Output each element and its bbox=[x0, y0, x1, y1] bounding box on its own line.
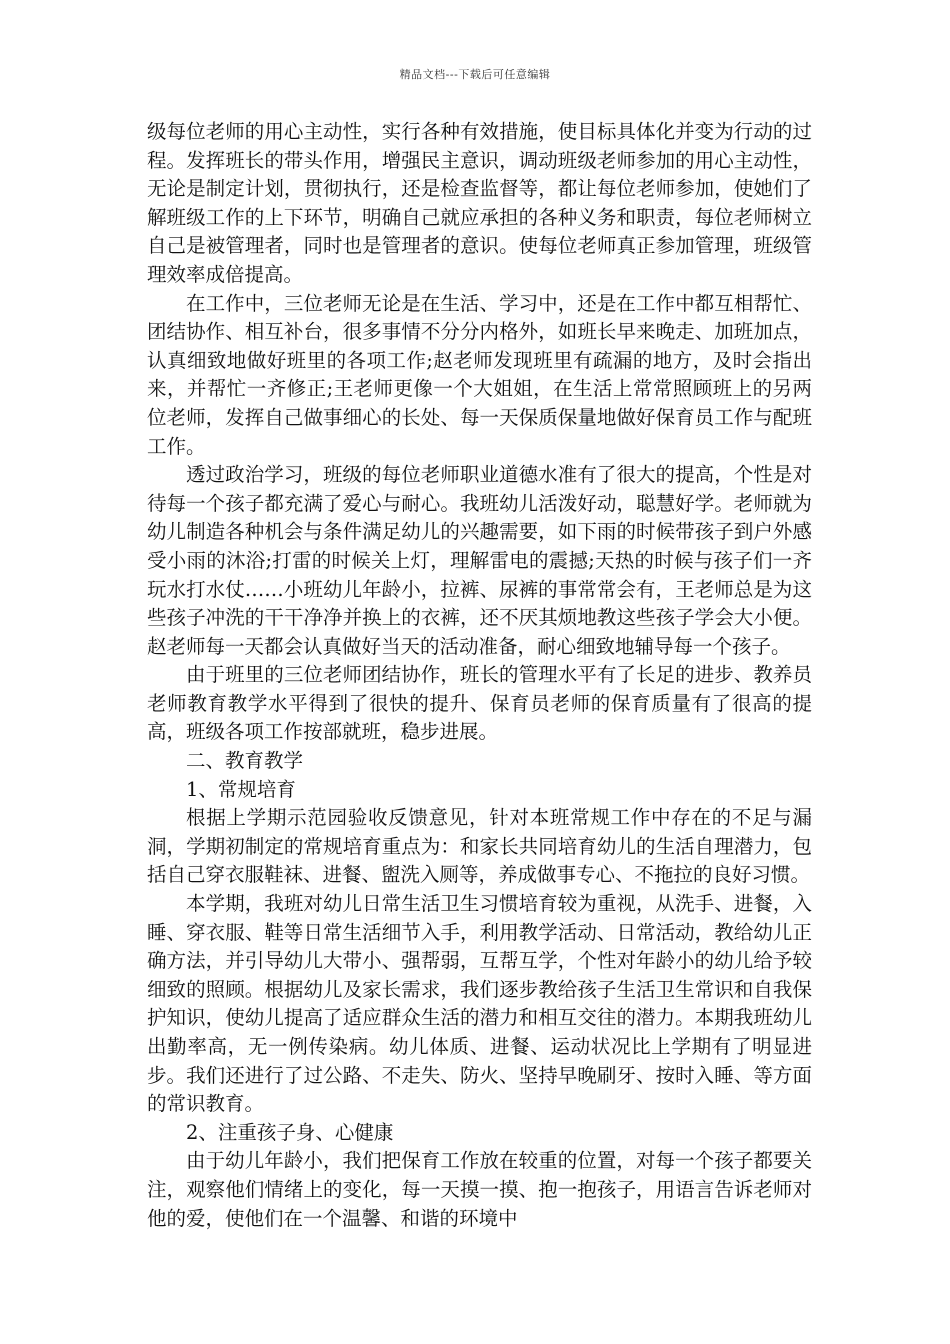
paragraph: 透过政治学习，班级的每位老师职业道德水准有了很大的提高，个性是对待每一个孩子都充满了爱心与耐心。我班幼儿活泼好动，聪慧好学。老师就为幼儿制造各种机会与条件满足幼儿的兴趣需要，如下雨的时候带孩子到户外感受小雨的沐浴;打雷的时候关上灯，理解雷电的震撼;天热的时候与孩子们一齐玩水打水仗……小班幼儿年龄小，拉裤、尿裤的事常常会有，王老师总是为这些孩子冲洗的干干净净并换上的衣裤，还不厌其烦地教这些孩子学会大小便。赵老师每一天都会认真做好当天的活动准备，耐心细致地辅导每一个孩子。 bbox=[147, 463, 812, 658]
paragraph: 本学期，我班对幼儿日常生活卫生习惯培育较为重视，从洗手、进餐，入睡、穿衣服、鞋等日常生活细节入手，利用教学活动、日常活动，教给幼儿正确方法，并引导幼儿大带小、强帮弱，互帮互学，个性对年龄小的幼儿给予较细致的照顾。根据幼儿及家长需求，我们逐步教给孩子生活卫生常识和自我保护知识，使幼儿提高了适应群众生活的潜力和相互交往的潜力。本期我班幼儿出勤率高，无一例传染病。幼儿体质、进餐、运动状况比上学期有了明显进步。我们还进行了过公路、不走失、防火、坚持早晚刷牙、按时入睡、等方面的常识教育。 bbox=[147, 892, 812, 1116]
document-body bbox=[147, 118, 812, 1233]
paragraph: 由于幼儿年龄小，我们把保育工作放在较重的位置，对每一个孩子都要关注，观察他们情绪上的变化，每一天摸一摸、抱一抱孩子，用语言告诉老师对他的爱，使他们在一个温馨、和谐的环境中 bbox=[147, 1149, 812, 1230]
paragraph: 级每位老师的用心主动性，实行各种有效措施，使目标具体化并变为行动的过程。发挥班长的带头作用，增强民主意识，调动班级老师参加的用心主动性，无论是制定计划，贯彻执行，还是检查监督等，都让每位老师参加，使她们了解班级工作的上下环节，明确自己就应承担的各种义务和职责，每位老师树立自己是被管理者，同时也是管理者的意识。使每位老师真正参加管理，班级管理效率成倍提高。 bbox=[147, 120, 812, 286]
paragraph: 根据上学期示范园验收反馈意见，针对本班常规工作中存在的不足与漏洞，学期初制定的常规培育重点为：和家长共同培育幼儿的生活自理潜力，包括自己穿衣服鞋袜、进餐、盥洗入厕等，养成做事专心、不拖拉的良好习惯。 bbox=[147, 806, 812, 887]
paragraph: 在工作中，三位老师无论是在生活、学习中，还是在工作中都互相帮忙、团结协作、相互补台，很多事情不分分内格外，如班长早来晚走、加班加点，认真细致地做好班里的各项工作;赵老师发现班里有疏漏的地方，及时会指出来，并帮忙一齐修正;王老师更像一个大姐姐，在生活上常常照顾班上的另两位老师，发挥自己做事细心的长处、每一天保质保量地做好保育员工作与配班工作。 bbox=[147, 291, 812, 458]
section-heading: 二、教育教学 bbox=[186, 749, 304, 773]
page-header: 精品文档---下载后可任意编辑 bbox=[399, 68, 551, 81]
paragraph: 由于班里的三位老师团结协作，班长的管理水平有了长足的进步、教养员老师教育教学水平得到了很快的提升、保育员老师的保育质量有了很高的提高，班级各项工作按部就班，稳步进展。 bbox=[147, 663, 812, 744]
subsection-heading: 1、常规培育 bbox=[186, 777, 296, 801]
subsection-heading: 2、注重孩子身、心健康 bbox=[186, 1120, 394, 1144]
